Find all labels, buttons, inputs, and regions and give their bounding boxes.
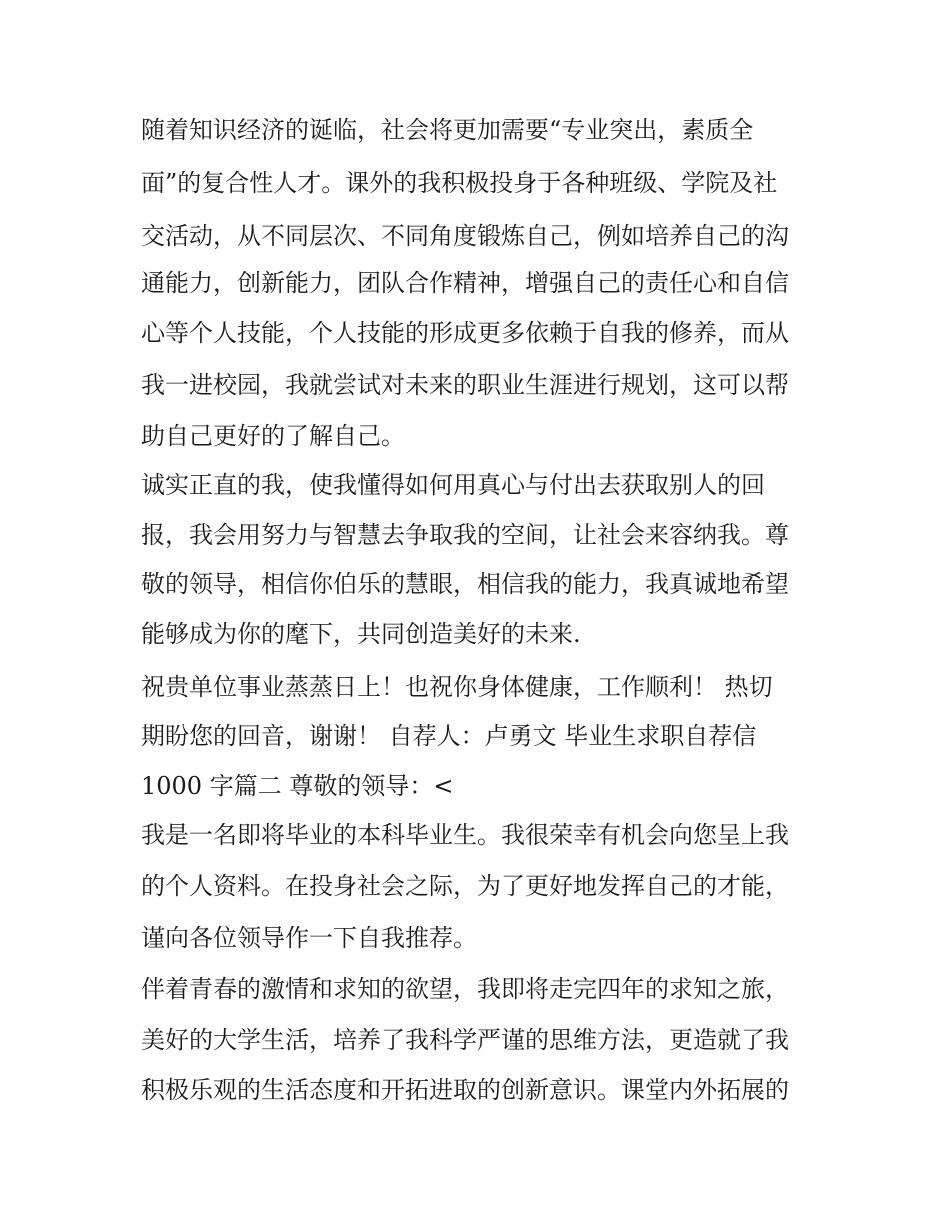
text-line: 助自己更好的了解自己。 (141, 422, 405, 450)
text-line: 交活动，从不同层次、不同角度锻炼自己，例如培养自己的沟 (141, 222, 789, 250)
text-line: 报，我会用努力与智慧去争取我的空间，让社会来容纳我。尊 (141, 521, 789, 549)
text-line: 的个人资料。在投身社会之际，为了更好地发挥自己的才能， (141, 872, 789, 900)
text-line: 随着知识经济的诞临，社会将更加需要“专业突出，素质全 (141, 116, 754, 144)
text-line: 祝贵单位事业蒸蒸日上！也祝你身体健康，工作顺利！ 热切 (141, 673, 773, 701)
text-line: 通能力，创新能力，团队合作精神，增强自己的责任心和自信 (141, 269, 789, 297)
text-line: 面”的复合性人才。课外的我积极投身于各种班级、学院及社 (141, 169, 778, 197)
text-line: 能够成为你的麾下，共同创造美好的未来. (141, 620, 581, 648)
text-line: 美好的大学生活，培养了我科学严谨的思维方法，更造就了我 (141, 1026, 789, 1054)
text-line: 期盼您的回音，谢谢！ 自荐人：卢勇文 毕业生求职自荐信 (141, 722, 757, 750)
text-line: 谨向各位领导作一下自我推荐。 (141, 924, 477, 952)
text-line: 1000 字篇二 尊敬的领导：< (141, 772, 454, 800)
text-line: 伴着青春的激情和求知的欲望，我即将走完四年的求知之旅， (141, 975, 789, 1003)
text-line: 心等个人技能，个人技能的形成更多依赖于自我的修养，而从 (141, 319, 789, 347)
text-line: 积极乐观的生活态度和开拓进取的创新意识。课堂内外拓展的 (141, 1076, 789, 1104)
text-line: 我一进校园，我就尝试对未来的职业生涯进行规划，这可以帮 (141, 371, 789, 399)
text-line: 诚实正直的我，使我懂得如何用真心与付出去获取别人的回 (141, 471, 765, 499)
text-line: 我是一名即将毕业的本科毕业生。我很荣幸有机会向您呈上我 (141, 821, 789, 849)
text-line: 敬的领导，相信你伯乐的慧眼，相信我的能力，我真诚地希望 (141, 570, 789, 598)
